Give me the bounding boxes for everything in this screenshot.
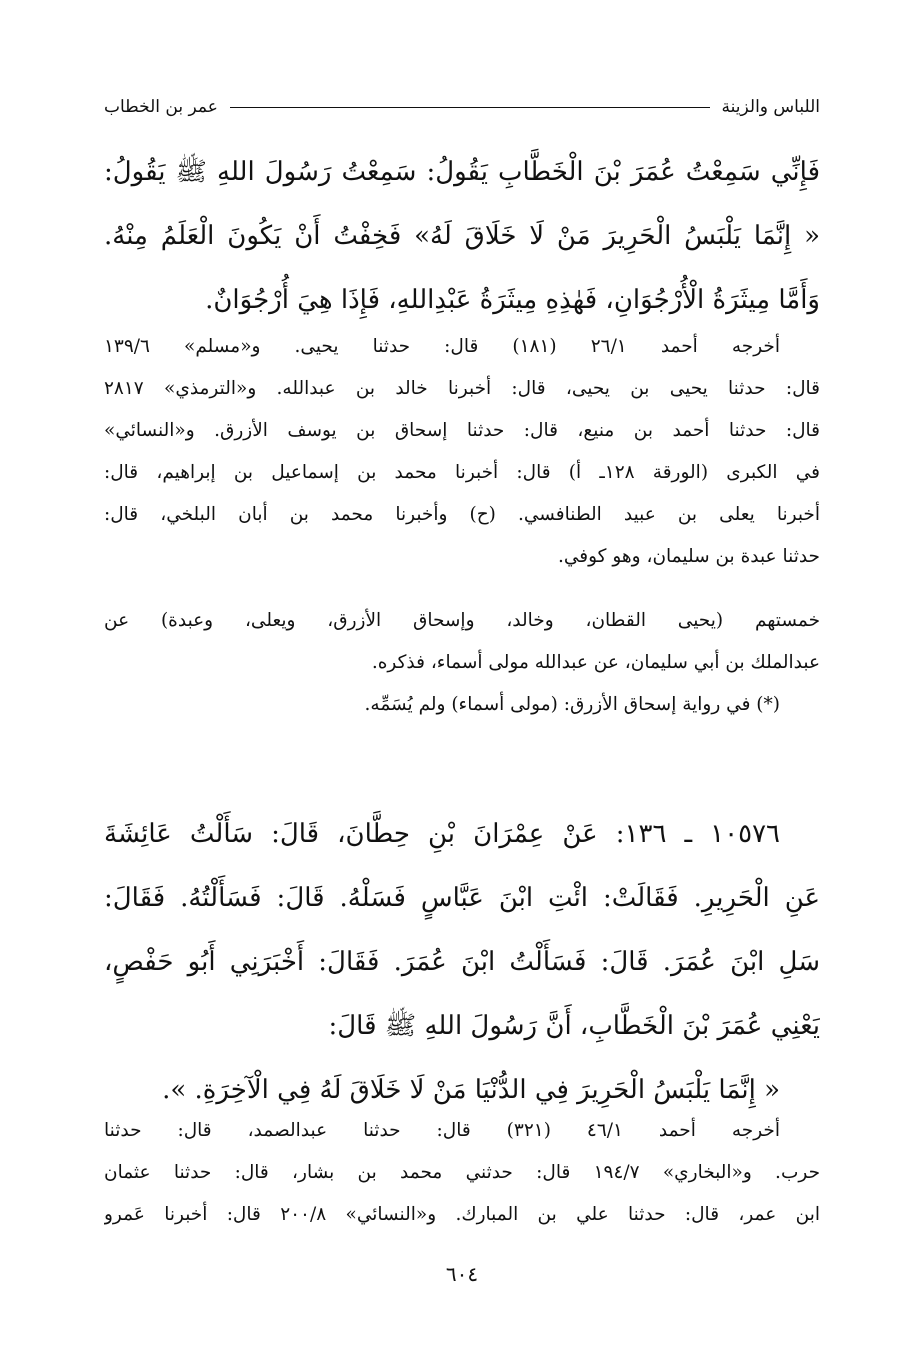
takhrij-line: أخبرنا يعلى بن عبيد الطنافسي. (ح) وأخبرنا محمد بن أبان البلخي، قال: (104, 504, 820, 525)
takhrij-note-2 (104, 1110, 820, 1236)
takhrij-line: ابن عمر، قال: حدثنا علي بن المبارك. و«النسائي» ٢٠٠/٨ قال: أخبرنا عَمرو (104, 1204, 820, 1225)
hadith-line: سَلِ ابْنَ عُمَرَ. قَالَ: فَسَأَلْتُ ابْنَ عُمَرَ. فَقَالَ: أَخْبَرَنِي أَبُو حَفْصٍ، (104, 947, 820, 977)
footnote-line: (*) في رواية إسحاق الأزرق: (مولى أسماء) ولم يُسَمِّه. (364, 694, 780, 715)
page-number: ٦٠٤ (445, 1262, 479, 1286)
takhrij-line: في الكبرى (الورقة ١٢٨ـ أ) قال: أخبرنا محمد بن إسماعيل بن إبراهيم، قال: (104, 462, 820, 483)
narrators-note (104, 600, 820, 726)
header-section-title: عمر بن الخطاب (104, 97, 218, 117)
hadith-line: فَإِنِّي سَمِعْتُ عُمَرَ بْنَ الْخَطَّابِ يَقُولُ: سَمِعْتُ رَسُولَ اللهِ ﷺ يَقُولُ: (104, 157, 820, 187)
header-rule (230, 107, 710, 108)
takhrij-line: حرب. و«البخاري» ١٩٤/٧ قال: حدثني محمد بن بشار، قال: حدثنا عثمان (104, 1162, 820, 1183)
hadith-text-continued (104, 140, 820, 332)
hadith-line: « إِنَّمَا يَلْبَسُ الْحَرِيرَ فِي الدُّنْيَا مَنْ لَا خَلَاقَ لَهُ فِي الْآخِرَةِ. ». (162, 1075, 780, 1105)
takhrij-line: قال: حدثنا يحيى بن يحيى، قال: أخبرنا خالد بن عبدالله. و«الترمذي» ٢٨١٧ (104, 378, 820, 399)
running-header (104, 92, 820, 122)
narrators-line: عبدالملك بن أبي سليمان، عن عبدالله مولى أسماء، فذكره. (371, 652, 820, 673)
book-page (104, 0, 820, 1353)
takhrij-line: أخرجه أحمد ٢٦/١ (١٨١) قال: حدثنا يحيى. و«مسلم» ١٣٩/٦ (104, 336, 780, 357)
hadith-line: ١٠٥٧٦ ـ ١٣٦: عَنْ عِمْرَانَ بْنِ حِطَّانَ، قَالَ: سَأَلْتُ عَائِشَةَ (104, 819, 780, 849)
hadith-line: « إِنَّمَا يَلْبَسُ الْحَرِيرَ مَنْ لَا خَلَاقَ لَهُ» فَخِفْتُ أَنْ يَكُونَ الْعَلَمُ مِنْهُ. (104, 221, 820, 251)
header-chapter-title: اللباس والزينة (721, 97, 820, 117)
hadith-line: عَنِ الْحَرِيرِ. فَقَالَتْ: ائْتِ ابْنَ عَبَّاسٍ فَسَلْهُ. قَالَ: فَسَأَلْتُهُ. فَقَالَ: (104, 883, 820, 913)
takhrij-line: حدثنا عبدة بن سليمان، وهو كوفي. (557, 546, 820, 567)
takhrij-line: أخرجه أحمد ٤٦/١ (٣٢١) قال: حدثنا عبدالصمد، قال: حدثنا (104, 1120, 780, 1141)
hadith-line: وَأَمَّا مِيثَرَةُ الْأُرْجُوَانِ، فَهٰذِهِ مِيثَرَةُ عَبْدِاللهِ، فَإِذَا هِيَ أُرْجُوَانٌ. (205, 285, 820, 315)
narrators-line: خمستهم (يحيى القطان، وخالد، وإسحاق الأزرق، ويعلى، وعبدة) عن (104, 610, 820, 631)
takhrij-line: قال: حدثنا أحمد بن منيع، قال: حدثنا إسحاق بن يوسف الأزرق. و«النسائي» (104, 420, 820, 441)
hadith-line: يَعْنِي عُمَرَ بْنَ الْخَطَّابِ، أَنَّ رَسُولَ اللهِ ﷺ قَالَ: (328, 1011, 820, 1041)
hadith-10576 (104, 802, 820, 1122)
takhrij-note (104, 326, 820, 578)
